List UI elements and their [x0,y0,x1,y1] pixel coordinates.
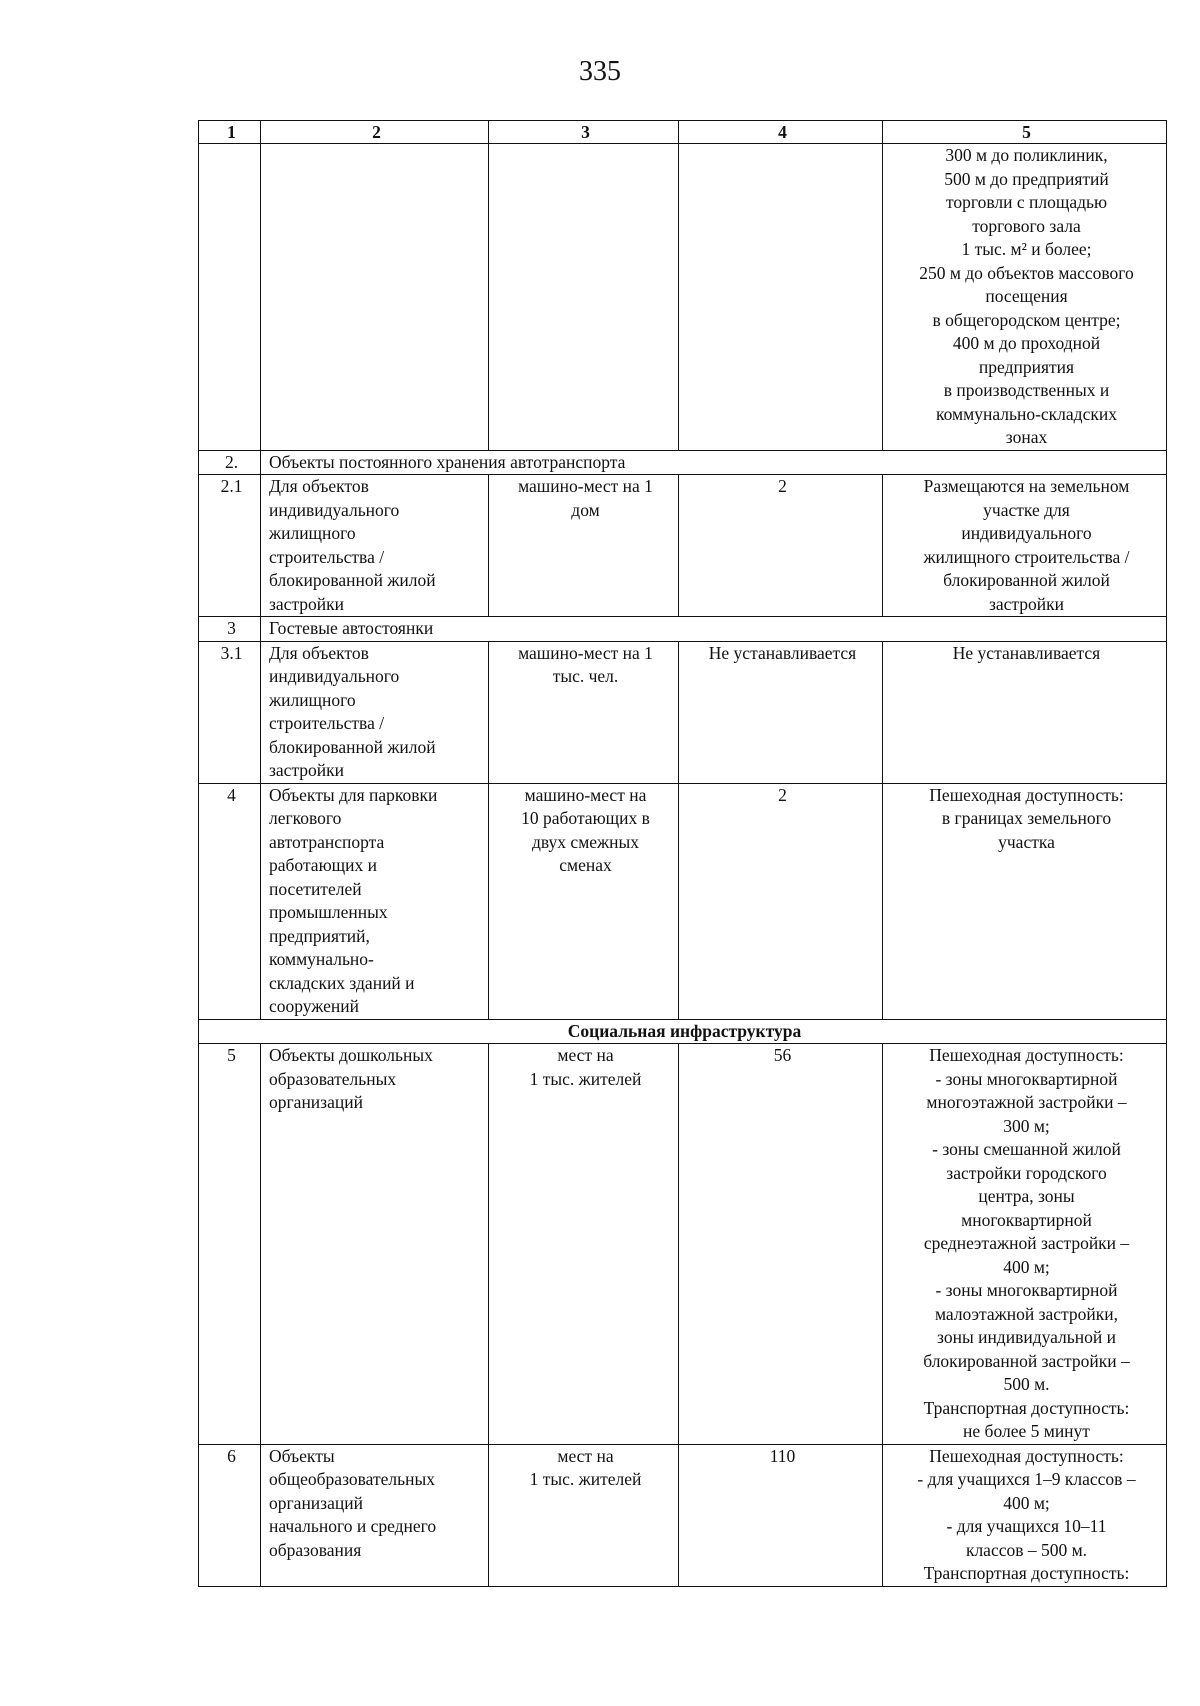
table-row-3-1 [199,641,1167,783]
cell-line: - для учащихся 1–9 классов – [917,1469,1136,1489]
cell-line: индивидуального [961,523,1092,543]
cell-line: 300 м; [1003,1115,1050,1136]
cell-name [261,641,489,783]
cell-line: 400 м; [1003,1492,1050,1513]
cell-line: 10 работающих в [521,808,650,828]
section-title: Гостевые автостоянки [261,617,1167,642]
cell-value: 56 [679,1044,883,1445]
cell-line: промышленных [269,902,388,922]
cell-num: 6 [199,1444,261,1586]
cell-value: 2 [679,783,883,1019]
table-row-continuation [199,144,1167,451]
cell-line: многоквартирной [961,1209,1092,1230]
cell-line: посетителей [269,878,362,899]
cell-line: мест на [557,1445,614,1466]
cell-note [883,475,1167,617]
cell-line: 300 м до поликлиник, [945,145,1108,165]
cell-line: блокированной застройки – [923,1350,1130,1371]
cell-line: автотранспорта [269,831,385,852]
cell-line: Пешеходная доступность: [929,1445,1124,1466]
table-row-5 [199,1044,1167,1445]
column-header-1: 1 [199,121,261,144]
cell-unit [489,144,679,451]
cell-line: участке для [983,499,1070,520]
cell-line: строительства / [269,713,385,733]
cell-line: 500 м до предприятий [944,168,1109,189]
section-num: 3 [199,617,261,642]
section-title: Объекты постоянного хранения автотранспорта [261,450,1167,475]
cell-line: мест на [557,1045,614,1065]
section-row-3 [199,617,1167,642]
cell-line: 1 тыс. жителей [529,1068,642,1089]
section-num: 2. [199,450,261,475]
cell-line: Транспортная доступность: [923,1397,1130,1418]
cell-line: - зоны многоквартирной [935,1280,1118,1300]
cell-note [883,641,1167,783]
cell-line: общеобразовательных [269,1469,435,1489]
cell-line: предприятий, [269,925,370,946]
cell-num: 2.1 [199,475,261,617]
cell-line: Для объектов [269,476,369,496]
cell-line: Объекты дошкольных [269,1045,433,1065]
cell-line: коммунально- [269,949,374,969]
section-row-social [199,1019,1167,1044]
cell-line: Пешеходная доступность: [929,784,1124,805]
cell-line: многоэтажной застройки – [926,1092,1127,1112]
cell-value: 110 [679,1444,883,1586]
cell-line: 1 тыс. м² и более; [961,239,1092,259]
table-header-row [199,121,1167,144]
cell-line: индивидуального [269,499,400,520]
cell-line: в общегородском центре; [932,309,1121,330]
cell-line: 400 м до проходной [952,333,1101,353]
table-row-4 [199,783,1167,1019]
cell-line: коммунально-складских [936,403,1117,424]
cell-line: застройки городского [946,1162,1107,1183]
cell-num: 3.1 [199,641,261,783]
cell-line: среднеэтажной застройки – [923,1233,1130,1253]
cell-note [883,783,1167,1019]
cell-line: работающих и [269,855,377,875]
cell-line: Транспортная доступность: [923,1563,1130,1583]
cell-line: застройки [269,760,345,780]
cell-line: Для объектов [269,642,369,663]
cell-note [883,1444,1167,1586]
cell-num [199,144,261,451]
cell-line: в границах земельного [941,808,1112,828]
cell-value: 2 [679,475,883,617]
cell-line: Не устанавливается [952,642,1101,663]
cell-unit [489,783,679,1019]
cell-line: 400 м; [1003,1256,1050,1277]
cell-line: малоэтажной застройки, [934,1303,1119,1324]
cell-line: Объекты для парковки [269,784,438,805]
cell-line: блокированной жилой [943,570,1110,590]
cell-line: участка [998,831,1055,852]
cell-line: блокированной жилой [269,736,436,757]
cell-line: двух смежных [531,831,640,852]
cell-line: застройки [269,593,345,614]
table-row-6 [199,1444,1167,1586]
cell-unit [489,475,679,617]
cell-line: торговли с площадью [945,192,1108,212]
cell-num: 4 [199,783,261,1019]
cell-name [261,144,489,451]
cell-line: 1 тыс. жителей [529,1469,642,1489]
cell-line: Пешеходная доступность: [929,1045,1124,1065]
cell-line: - для учащихся 10–11 [946,1516,1107,1536]
cell-line: торгового зала [972,215,1081,236]
cell-line: зоны индивидуальной и [937,1327,1116,1347]
cell-line: Объекты [269,1445,335,1466]
cell-line: образования [269,1539,362,1560]
cell-unit [489,1444,679,1586]
section-heading-social-infrastructure: Социальная инфраструктура [199,1019,1167,1044]
column-header-3: 3 [489,121,679,144]
cell-name [261,1444,489,1586]
cell-line: организаций [269,1092,363,1112]
cell-line: 500 м. [1003,1374,1050,1394]
cell-line: центра, зоны [978,1186,1075,1206]
cell-line: индивидуального [269,666,400,686]
column-header-5: 5 [883,121,1167,144]
cell-line: предприятия [978,356,1075,377]
cell-line: не более 5 минут [963,1421,1090,1441]
cell-line: жилищного [269,523,356,543]
section-row-2 [199,450,1167,475]
cell-line: застройки [988,593,1065,614]
cell-line: машино-мест на [524,784,647,805]
page-number: 335 [579,56,621,87]
cell-line: начального и среднего [269,1516,437,1536]
cell-line: машино-мест на 1 [518,642,653,663]
cell-line: строительства / [269,546,385,567]
cell-note [883,144,1167,451]
cell-line: в производственных и [943,380,1110,400]
cell-line: посещения [985,286,1068,306]
cell-line: организаций [269,1492,363,1513]
cell-unit [489,1044,679,1445]
cell-line: - зоны многоквартирной [935,1068,1118,1089]
cell-line: блокированной жилой [269,570,436,590]
cell-unit [489,641,679,783]
cell-name [261,475,489,617]
cell-line: тыс. чел. [552,666,619,686]
cell-line: жилищного строительства / [923,546,1130,567]
cell-line: классов – 500 м. [965,1539,1088,1560]
table-row-2-1 [199,475,1167,617]
cell-num: 5 [199,1044,261,1445]
cell-line: 250 м до объектов массового [919,262,1134,283]
cell-line: зонах [1005,427,1048,447]
cell-line: сменах [559,855,612,875]
cell-note [883,1044,1167,1445]
cell-name [261,1044,489,1445]
cell-line: жилищного [269,689,356,710]
cell-line: складских зданий и [269,972,415,993]
column-header-4: 4 [679,121,883,144]
cell-line: сооружений [269,996,360,1016]
cell-line: Размещаются на земельном [923,476,1130,496]
cell-line: дом [571,499,600,520]
cell-value: Не устанавливается [679,641,883,783]
cell-value [679,144,883,451]
column-header-2: 2 [261,121,489,144]
norms-table [198,120,1167,1587]
cell-line: - зоны смешанной жилой [932,1139,1121,1159]
cell-line: легкового [269,808,342,828]
cell-name [261,783,489,1019]
cell-line: образовательных [269,1068,397,1089]
cell-line: машино-мест на 1 [518,476,653,496]
